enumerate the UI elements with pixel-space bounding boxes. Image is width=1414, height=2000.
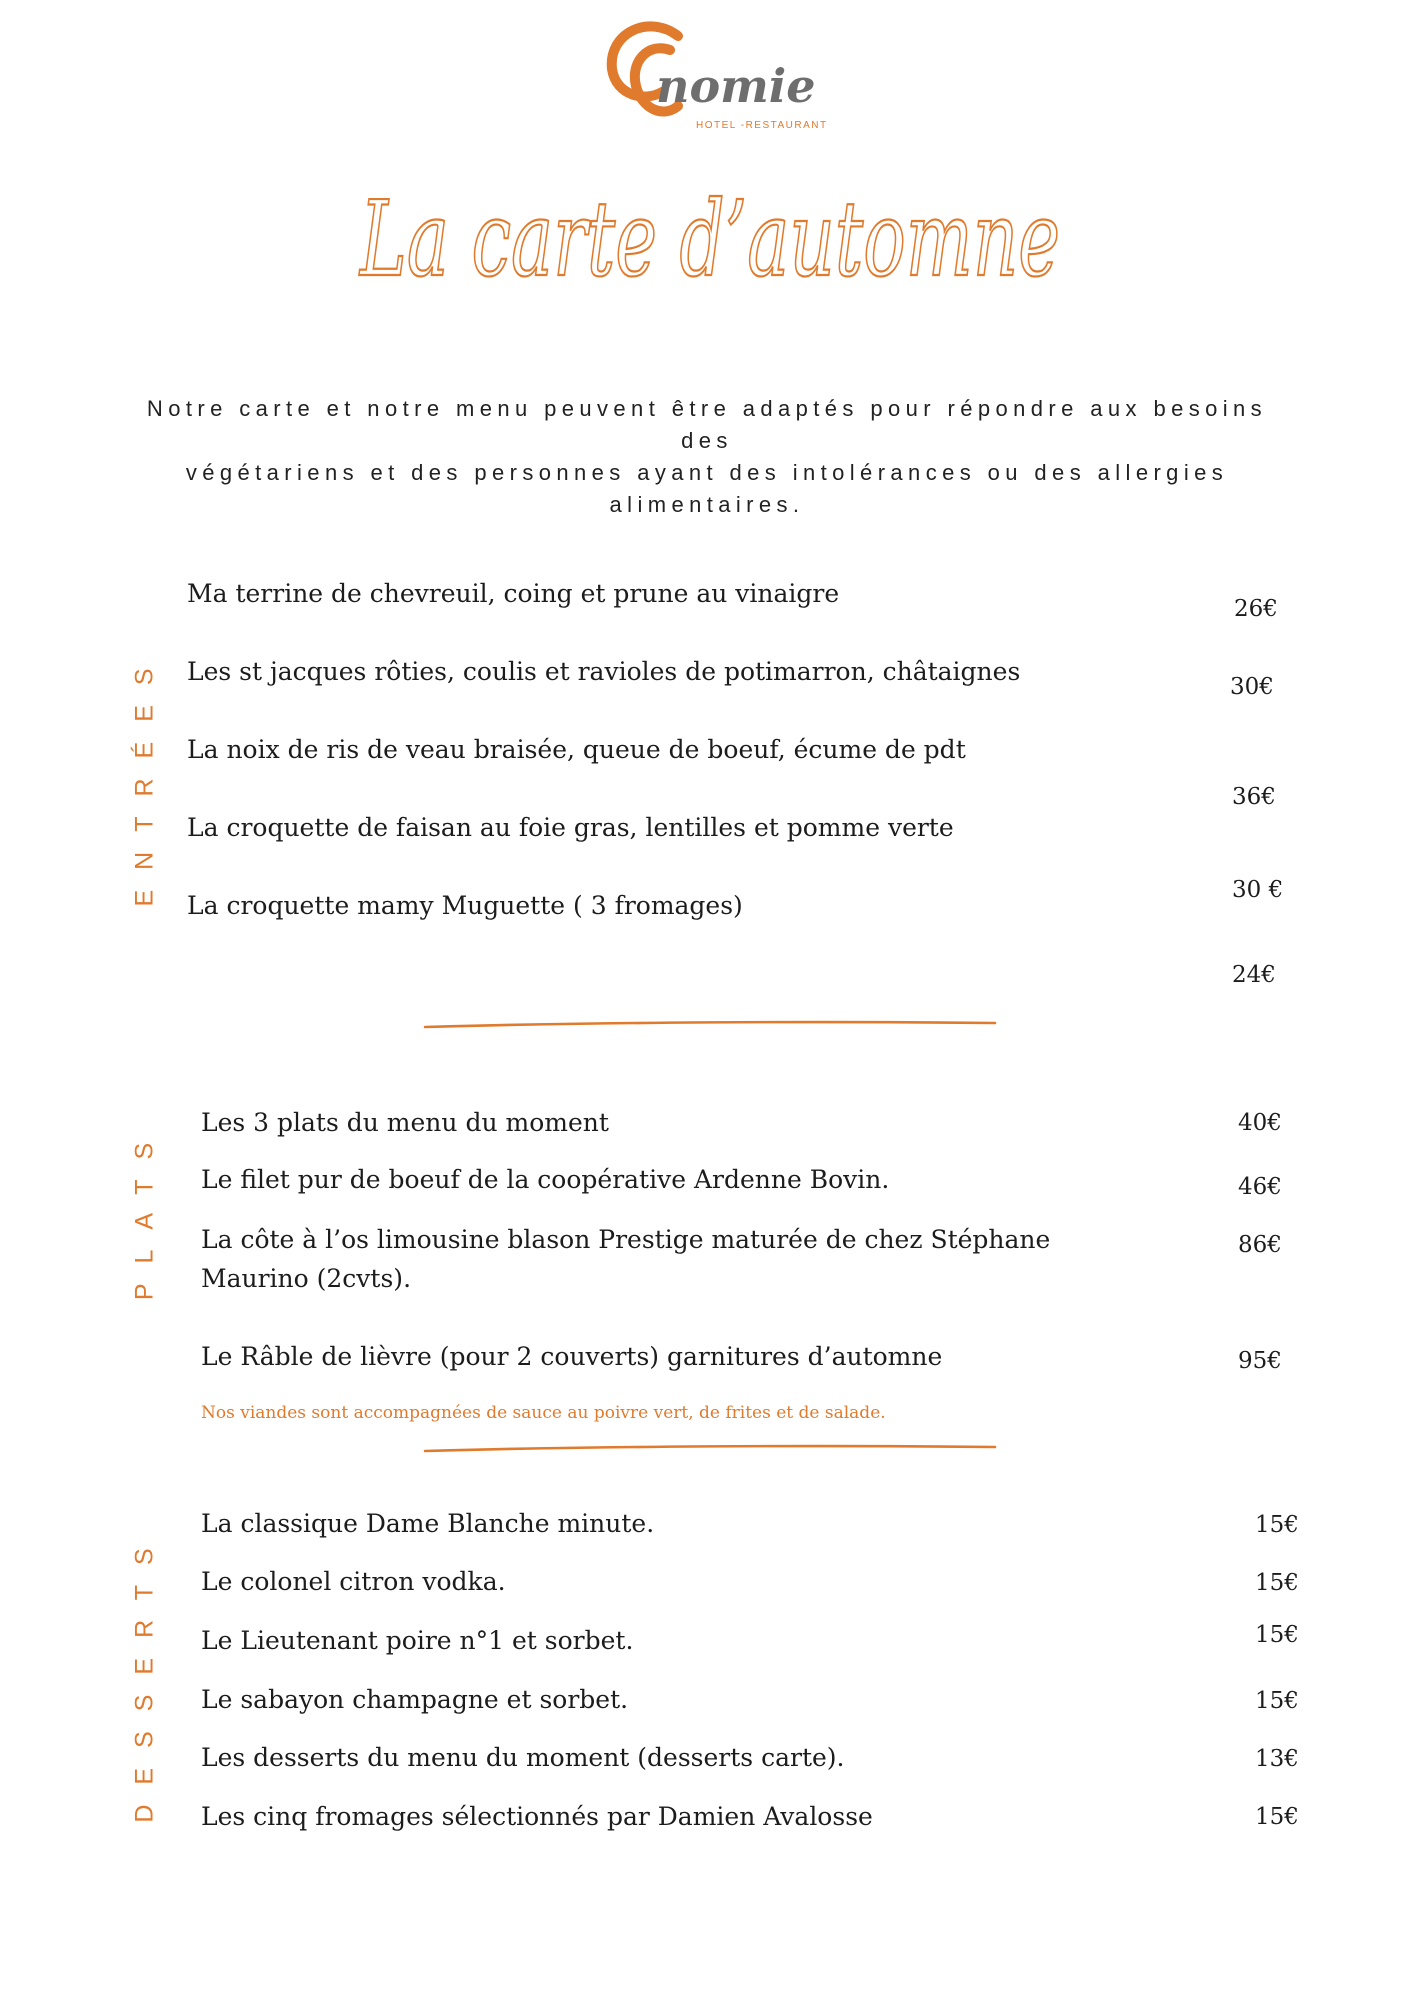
dietary-notice-line: végétariens et des personnes ayant des intolérances ou des allergies: [185, 460, 1229, 485]
dietary-notice: [130, 393, 1284, 521]
menu-price: 46€: [1238, 1174, 1282, 1200]
section-label-desserts: DESSERTS: [130, 1528, 159, 1823]
menu-item: Le filet pur de boeuf de la coopérative Ardenne Bovin.: [201, 1165, 890, 1194]
menu-price: 15€: [1255, 1512, 1299, 1538]
menu-item: La classique Dame Blanche minute.: [201, 1509, 655, 1538]
section-divider: [420, 1018, 1000, 1032]
menu-item: Le colonel citron vodka.: [201, 1567, 506, 1596]
meat-sides-note: Nos viandes sont accompagnées de sauce au poivre vert, de frites et de salade.: [201, 1403, 886, 1423]
menu-item: Le Lieutenant poire n°1 et sorbet.: [201, 1626, 634, 1655]
menu-item: Les 3 plats du menu du moment: [201, 1108, 609, 1137]
menu-item: La croquette mamy Muguette ( 3 fromages): [187, 891, 743, 920]
menu-price: 15€: [1255, 1570, 1299, 1596]
menu-item: Le sabayon champagne et sorbet.: [201, 1685, 629, 1714]
menu-item: La croquette de faisan au foie gras, lentilles et pomme verte: [187, 813, 954, 842]
menu-price: 86€: [1238, 1232, 1282, 1258]
dietary-notice-line: Notre carte et notre menu peuvent être adaptés pour répondre aux besoins des: [146, 396, 1268, 453]
menu-price: 30 €: [1232, 877, 1284, 903]
menu-item: La côte à l’os limousine blason Prestige maturée de chez Stéphane: [201, 1225, 1051, 1254]
menu-price: 36€: [1232, 784, 1276, 810]
menu-price: 26€: [1234, 596, 1278, 622]
menu-price: 15€: [1255, 1804, 1299, 1830]
logo-wordmark: nomie: [656, 59, 816, 113]
menu-item: Les cinq fromages sélectionnés par Damien Avalosse: [201, 1802, 873, 1831]
menu-price: 40€: [1238, 1110, 1282, 1136]
menu-price: 15€: [1255, 1688, 1299, 1714]
menu-item: La noix de ris de veau braisée, queue de boeuf, écume de pdt: [187, 735, 966, 764]
section-label-entrees: ENTRÉES: [130, 648, 159, 907]
menu-item: Le Râble de lièvre (pour 2 couverts) garnitures d’automne: [201, 1342, 943, 1371]
menu-item: Maurino (2cvts).: [201, 1264, 412, 1293]
page-title: [300, 125, 1120, 365]
section-divider: [420, 1442, 1000, 1456]
dietary-notice-line: alimentaires.: [609, 492, 805, 517]
menu-item: Les desserts du menu du moment (desserts carte).: [201, 1743, 845, 1772]
section-label-plats: PLATS: [130, 1122, 159, 1301]
menu-price: 95€: [1238, 1348, 1282, 1374]
menu-item: Les st jacques rôties, coulis et ravioles de potimarron, châtaignes: [187, 657, 1021, 686]
menu-price: 24€: [1232, 962, 1276, 988]
menu-item: Ma terrine de chevreuil, coing et prune au vinaigre: [187, 579, 840, 608]
menu-price: 13€: [1255, 1746, 1299, 1772]
logo-tagline: HOTEL -RESTAURANT: [696, 120, 828, 131]
menu-price: 15€: [1255, 1622, 1299, 1648]
page-title-text: La carte d’automne: [358, 178, 1061, 300]
menu-price: 30€: [1230, 674, 1274, 700]
